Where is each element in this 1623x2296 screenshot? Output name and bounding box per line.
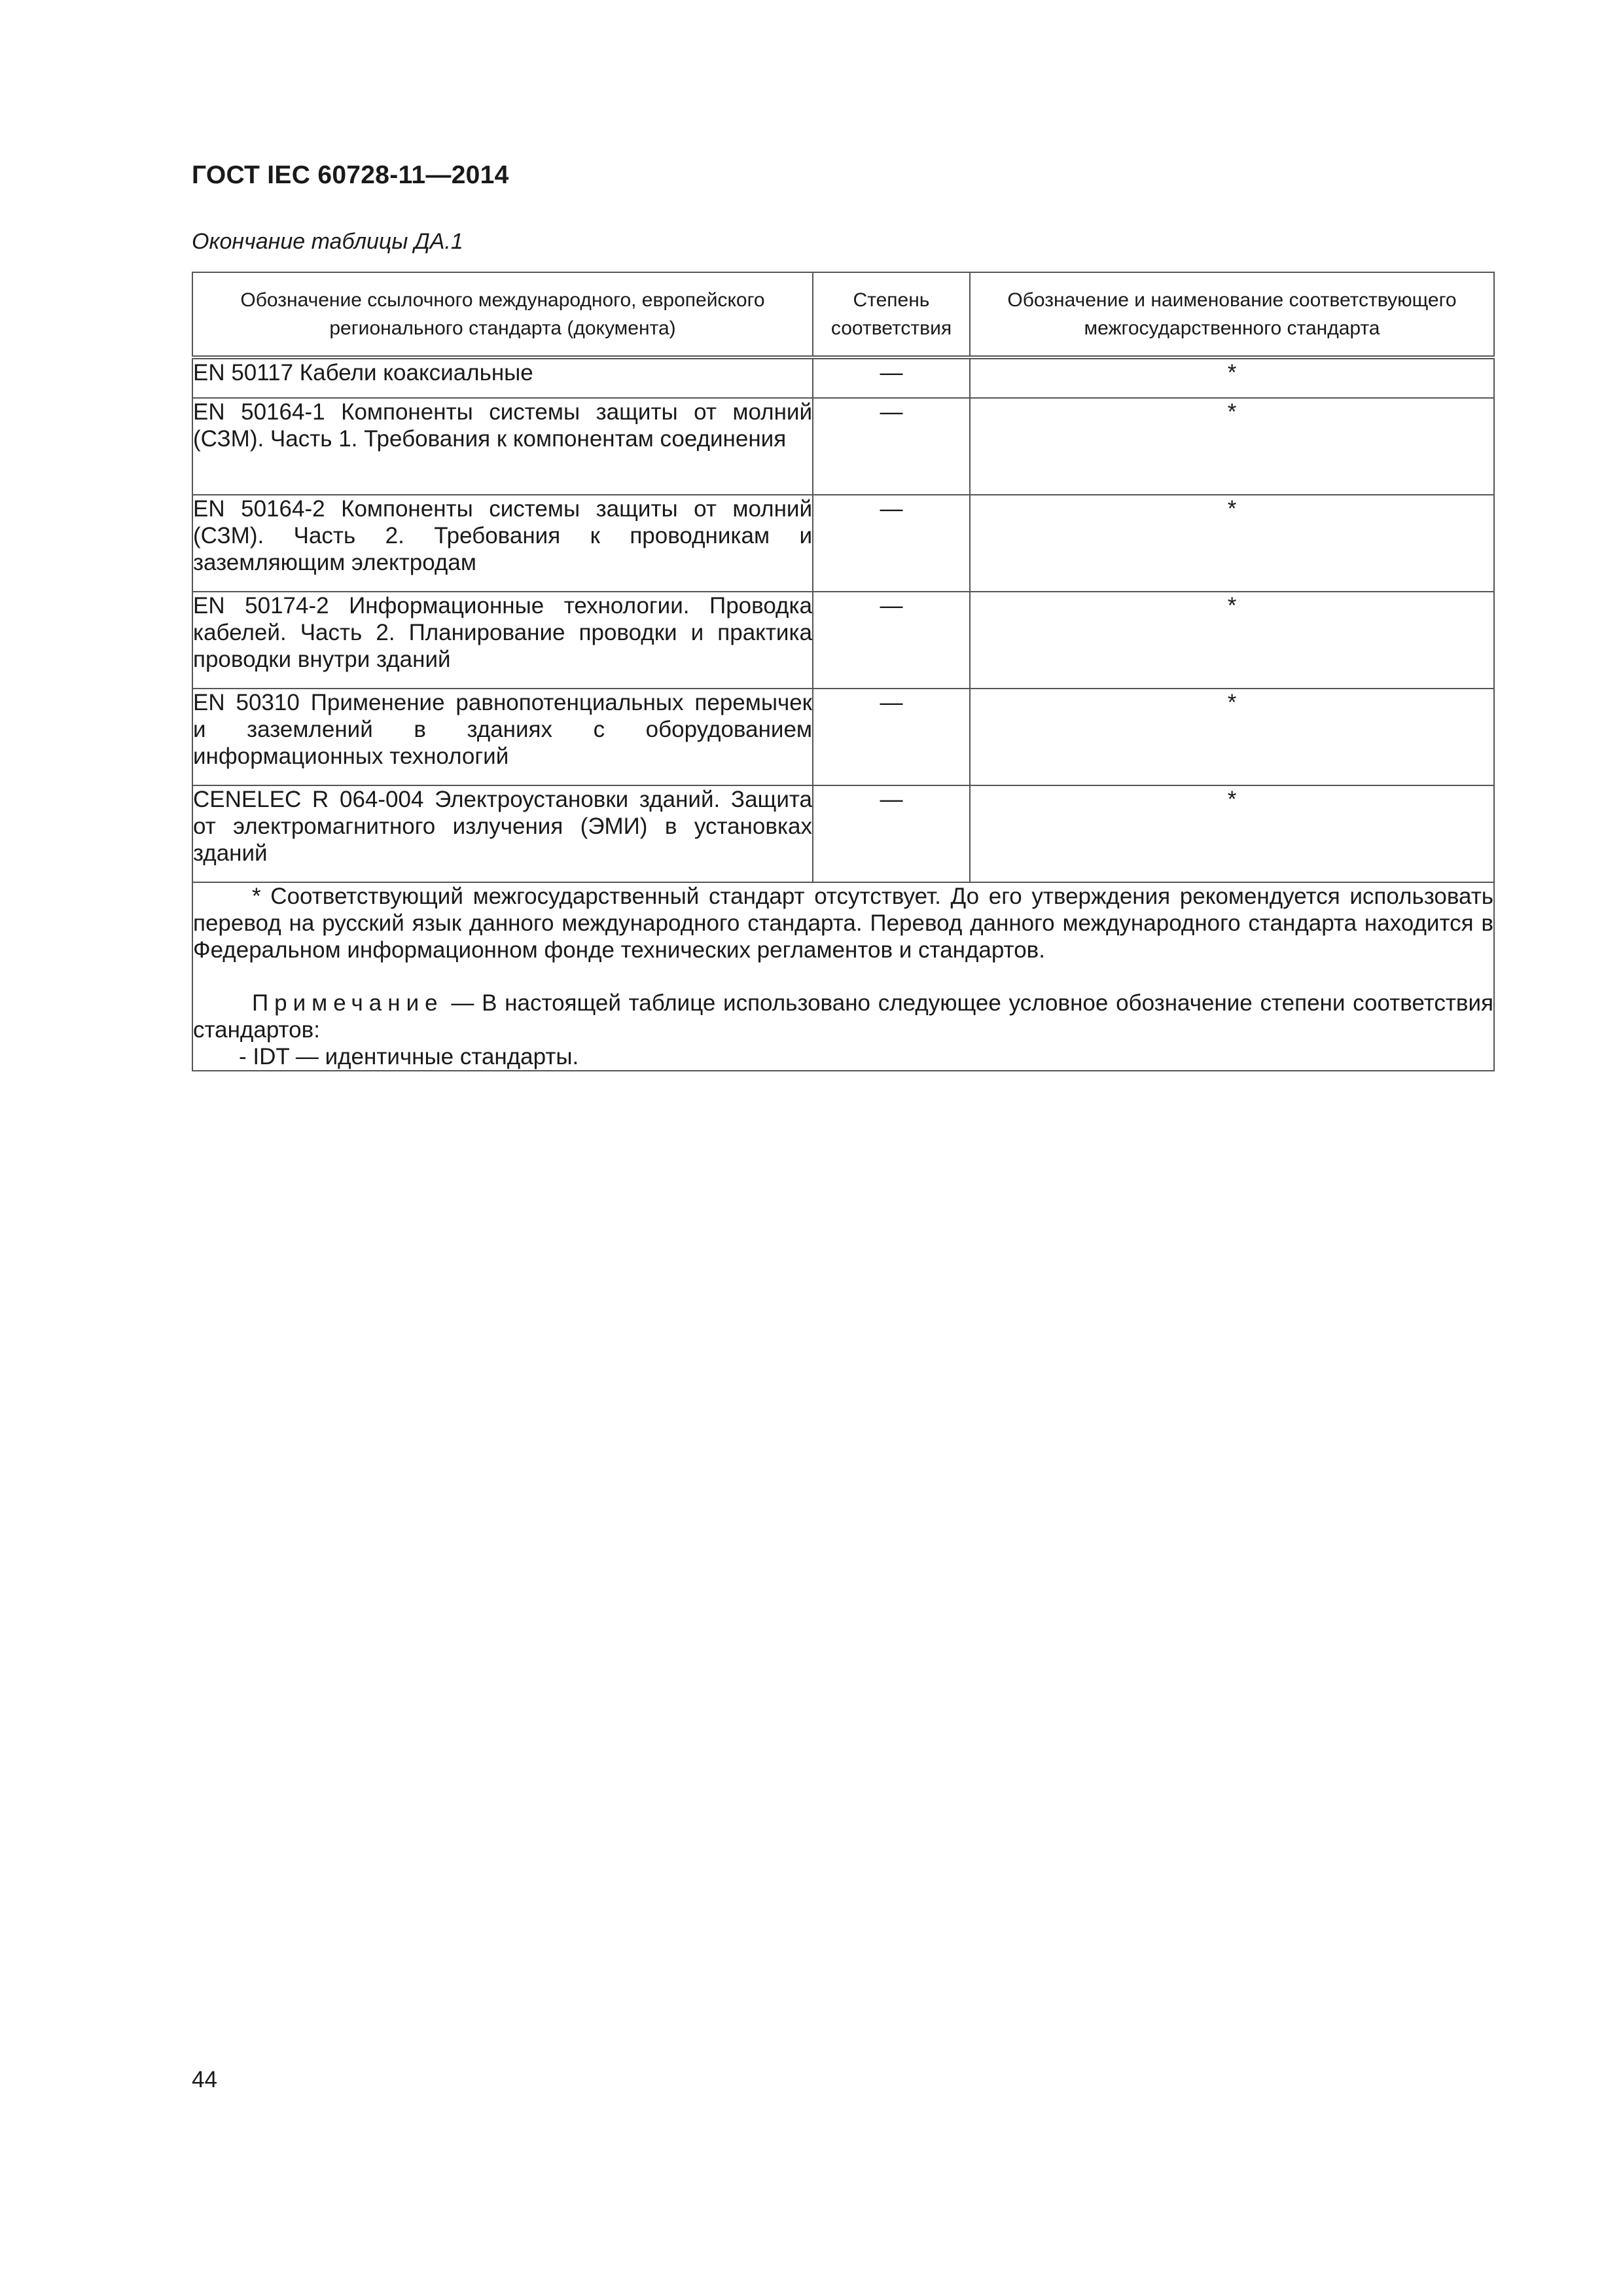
- table-header-row: [192, 272, 1494, 357]
- table-row: [192, 398, 1494, 495]
- column-header-degree: Степень соответствия: [813, 272, 970, 357]
- degree-cell: —: [813, 357, 970, 398]
- reference-cell: EN 50310 Применение равнопотенциальных перемычек и заземлений в зданиях с оборудованием информационных технологий: [192, 689, 813, 785]
- correspondence-table: [192, 272, 1495, 1071]
- table-row: [192, 689, 1494, 785]
- degree-cell: —: [813, 689, 970, 785]
- reference-cell: EN 50164-1 Компоненты системы защиты от молний (СЗМ). Часть 1. Требования к компонентам соединения: [192, 398, 813, 495]
- interstate-cell: *: [970, 689, 1494, 785]
- column-header-reference: Обозначение ссылочного международного, европейского регионального стандарта (документа): [192, 272, 813, 357]
- column-header-interstate-standard: Обозначение и наименование соответствующего межгосударственного стандарта: [970, 272, 1494, 357]
- degree-cell: —: [813, 592, 970, 689]
- footnote-text: * Соответствующий межгосударственный стандарт отсутствует. До его утверждения рекомендуется использовать перевод на русский язык данного международного стандарта. Перевод данного международного стандарта находится в Федеральном информационном фонде технических регламентов и стандартов.: [193, 884, 1493, 963]
- degree-cell: —: [813, 785, 970, 882]
- note-list-item: - IDT — идентичные стандарты.: [239, 1044, 579, 1069]
- reference-cell: CENELEC R 064-004 Электроустановки зданий. Защита от электромагнитного излучения (ЭМИ) в установках зданий: [192, 785, 813, 882]
- reference-cell: EN 50117 Кабели коаксиальные: [192, 357, 813, 398]
- degree-cell: —: [813, 495, 970, 592]
- table-row: [192, 495, 1494, 592]
- interstate-cell: *: [970, 785, 1494, 882]
- interstate-cell: *: [970, 592, 1494, 689]
- table-row: [192, 785, 1494, 882]
- interstate-cell: *: [970, 495, 1494, 592]
- page-number: 44: [192, 2067, 217, 2092]
- footnote-cell: [192, 882, 1494, 1071]
- table-row: [192, 357, 1494, 398]
- reference-cell: EN 50164-2 Компоненты системы защиты от молний (СЗМ). Часть 2. Требования к проводникам и заземляющим электродам: [192, 495, 813, 592]
- note-paragraph: [193, 990, 1493, 1043]
- note-label: Примечание: [252, 990, 444, 1016]
- degree-cell: —: [813, 398, 970, 495]
- interstate-cell: *: [970, 398, 1494, 495]
- table-caption: Окончание таблицы ДА.1: [192, 229, 463, 254]
- document-title: ГОСТ IEC 60728-11—2014: [192, 161, 509, 189]
- reference-cell: EN 50174-2 Информационные технологии. Проводка кабелей. Часть 2. Планирование проводки и практика проводки внутри зданий: [192, 592, 813, 689]
- footnote-row: [192, 882, 1494, 1071]
- interstate-cell: *: [970, 357, 1494, 398]
- table-row: [192, 592, 1494, 689]
- note-text: — В настоящей таблице использовано следующее условное обозначение степени соответствия стандартов:: [193, 990, 1493, 1043]
